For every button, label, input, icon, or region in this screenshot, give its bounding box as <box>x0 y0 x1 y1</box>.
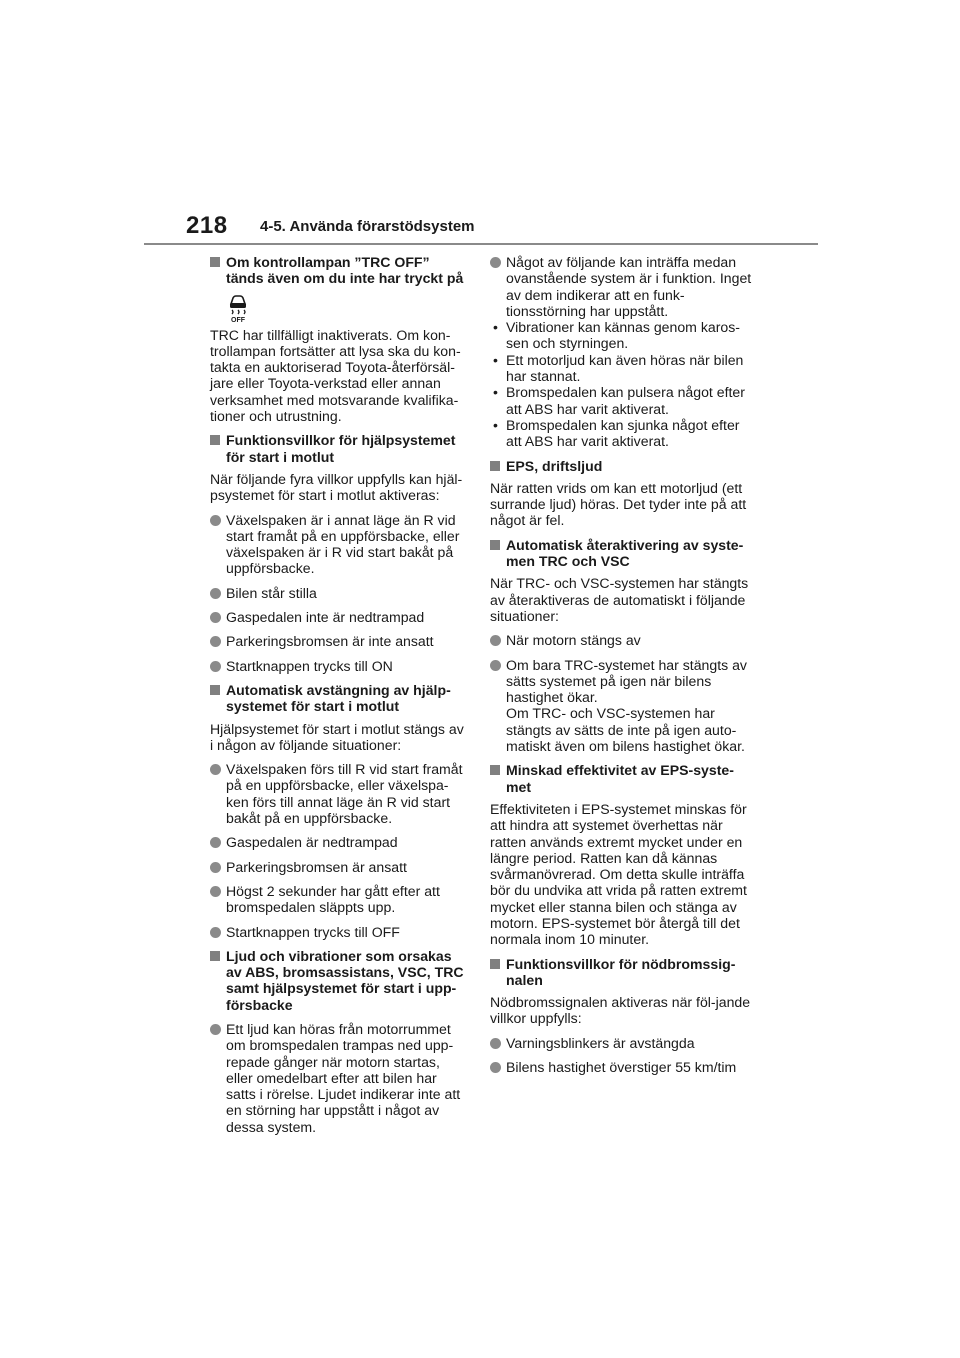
list-item: Högst 2 sekunder har gått efter att bromspedalen släppts upp. <box>210 883 470 916</box>
list-item: Ett ljud kan höras från motorrummet om bromspedalen trampas ned upp-repade gånger när motorn startas, eller omedelbart efter att bilen har satts i rörelse. Ljudet indikerar inte att en störning har uppstått i något av dessa system. <box>210 1021 470 1135</box>
list-item: Varningsblinkers är avstängda <box>490 1035 752 1051</box>
square-bullet-icon <box>210 257 220 267</box>
car-skid-off-icon <box>226 293 250 323</box>
list-item: Parkeringsbromsen är inte ansatt <box>210 633 470 649</box>
circle-bullet-icon <box>490 1038 501 1049</box>
trc-heading: Om kontrollampan ”TRC OFF” tänds även om du inte har tryckt på <box>210 254 470 287</box>
bullet-item: • Ett motorljud kan även höras när bilen har stannat. <box>493 351 744 385</box>
bullet-item: • Vibrationer kan kännas genom karos-sen och styrningen. <box>493 319 740 352</box>
eps-heading: EPS, driftsljud <box>490 458 752 474</box>
list-item: När motorn stängs av <box>490 632 752 648</box>
list-item: Parkeringsbromsen är ansatt <box>210 859 470 875</box>
eps-text: När ratten vrids om kan ett motorljud (ett surrande ljud) höras. Det tyder inte på att något är fel. <box>490 479 747 529</box>
square-bullet-icon <box>490 959 500 969</box>
left-column <box>210 254 470 1135</box>
list-item: Startknappen trycks till OFF <box>210 924 470 940</box>
list-item: Gaspedalen är nedtrampad <box>210 834 470 850</box>
list-item: Växelspaken förs till R vid start framåt på en uppförsbacke, eller växelspa-ken förs till annat läge än R vid start bakåt på en uppförsbacke. <box>210 761 470 826</box>
circle-bullet-icon <box>490 257 501 268</box>
right-column <box>490 254 752 1075</box>
bullet-item: • Bromspedalen kan sjunka något efter att ABS har varit aktiverat. <box>493 416 740 450</box>
circle-bullet-icon <box>210 661 221 672</box>
efficiency-heading: Minskad effektivitet av EPS-syste-met <box>490 762 752 795</box>
circle-bullet-icon <box>210 612 221 623</box>
circle-bullet-icon <box>210 515 221 526</box>
list-item: Startknappen trycks till ON <box>210 658 470 674</box>
auto-off-text: Hjälpsystemet för start i motlut stängs av i någon av följande situationer: <box>210 720 464 753</box>
circle-bullet-icon <box>210 1024 221 1035</box>
trc-off-icon <box>210 287 470 327</box>
page-number: 218 <box>186 212 228 239</box>
circle-bullet-icon <box>210 636 221 647</box>
circle-bullet-icon <box>210 837 221 848</box>
reactivation-heading: Automatisk återaktivering av syste-men TRC och VSC <box>490 537 752 570</box>
list-item: Bilens hastighet överstiger 55 km/tim <box>490 1059 752 1075</box>
circle-bullet-icon <box>490 660 501 671</box>
list-item: Om bara TRC-systemet har stängts av sätts systemet på igen när bilens hastighet ökar. Om TRC- och VSC-systemen har stängts av sätts de inte på igen auto-matiskt även om bilens hastighet ökar. <box>490 657 752 755</box>
emergency-heading: Funktionsvillkor för nödbromssig-nalen <box>490 956 752 989</box>
circle-bullet-icon <box>210 927 221 938</box>
circle-bullet-icon <box>490 1062 501 1073</box>
circle-bullet-icon <box>210 886 221 897</box>
list-item: Gaspedalen inte är nedtrampad <box>210 609 470 625</box>
section-title: 4-5. Använda förarstödsystem <box>260 218 475 235</box>
sound-heading: Ljud och vibrationer som orsakas av ABS, bromsassistans, VSC, TRC samt hjälpsystemet för start i upp-försbacke <box>210 948 470 1013</box>
list-item: Bilen står stilla <box>210 585 470 601</box>
func-text: När följande fyra villkor uppfylls kan hjäl-psystemet för start i motlut aktiveras: <box>210 470 463 504</box>
list-item: Växelspaken är i annat läge än R vid start framåt på en uppförsbacke, eller växelspaken är i R vid start bakåt på uppförsbacke. <box>210 512 470 577</box>
header-divider <box>144 243 818 245</box>
circle-bullet-icon <box>210 862 221 873</box>
square-bullet-icon <box>490 540 500 550</box>
circle-bullet-icon <box>210 588 221 599</box>
square-bullet-icon <box>210 435 220 445</box>
emergency-text: Nödbromssignalen aktiveras när föl-jande villkor uppfylls: <box>490 994 751 1027</box>
square-bullet-icon <box>490 765 500 775</box>
circle-bullet-icon <box>490 635 501 646</box>
bullet-item: • Bromspedalen kan pulsera något efter att ABS har varit aktiverat. <box>493 384 745 417</box>
auto-off-heading: Automatisk avstängning av hjälp-systemet för start i motlut <box>210 682 470 715</box>
reactivation-text: När TRC- och VSC-systemen har stängts av återaktiveras de automatiskt i följande situationer: <box>490 575 749 624</box>
trc-text: TRC har tillfälligt inaktiverats. Om kon-trollampan fortsätter att lysa ska du kon-takta en auktoriserad Toyota-återförsäl-jare eller Toyota-verkstad eller annan verksamhet med motsvarande kvalifika-tioner och utrustning. <box>210 326 461 425</box>
efficiency-text: Effektiviteten i EPS-systemet minskas för att hindra att systemet överhettas när ratten används extremt mycket under en längre period. Ratten kan då kännas svårmanövrerad. Om detta skulle inträffa bör du undvika att vrida på ratten extremt mycket eller stanna bilen och stänga av motorn. EPS-systemet bör återgå till det normala inom 10 minuter. <box>490 800 747 948</box>
circle-bullet-icon <box>210 764 221 775</box>
svg-text:OFF: OFF <box>231 316 245 323</box>
square-bullet-icon <box>490 461 500 471</box>
square-bullet-icon <box>210 951 220 961</box>
square-bullet-icon <box>210 685 220 695</box>
list-item: Något av följande kan inträffa medan ovanstående system är i funktion. Inget av dem indikerar att en funk-tionsstörning har uppstått. <box>490 254 752 319</box>
func-heading: Funktionsvillkor för hjälpsystemet för start i motlut <box>210 432 470 465</box>
